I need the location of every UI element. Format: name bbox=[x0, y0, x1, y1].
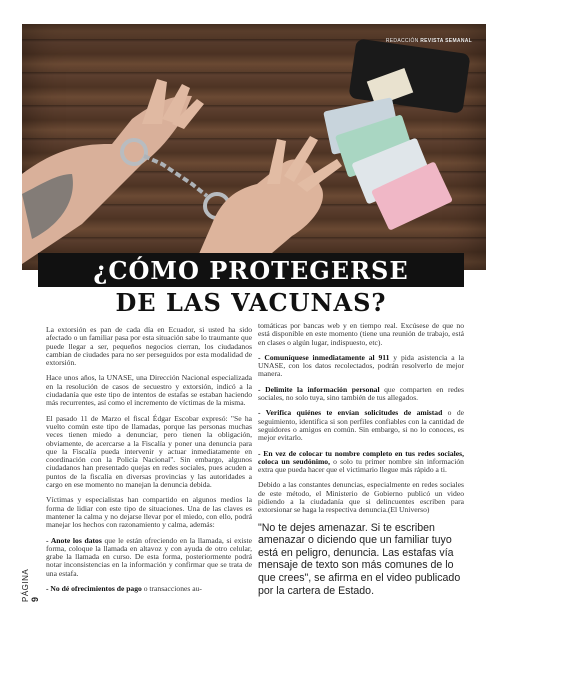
tip-item bbox=[46, 585, 252, 593]
tip-title: - Anote los datos bbox=[46, 535, 102, 545]
tip-item bbox=[258, 386, 464, 403]
headline-line1: ¿CÓMO PROTEGERSE bbox=[93, 256, 409, 285]
paragraph: El pasado 11 de Marzo el fiscal Édgar Escobar expresó: "Se ha vuelto común este tipo de llamadas, porque las personas muchas veces tienen miedo a denunciar, pero tienen la obligación, obviamente, de acercarse a la Fiscalía y poner una denuncia para que la Fiscalía pueda intervenir y actuar inmediatamente en coordinación con la Policía Nacional". Sin embargo, algunos ciudadanos han presentado quejas en redes sociales, pues acuden a puntos de la fiscalía en diversas provincias y las autoridades a cargo en ese momento no manejan la denuncia debida. bbox=[46, 413, 252, 490]
paragraph: tomáticas por bancas web y en tiempo real. Excúsese de que no está disponible en este momento (tiene una reunión de trabajo, está en clases o algún lugar, indispuesto, etc). bbox=[258, 321, 464, 347]
photo-credit bbox=[386, 38, 472, 44]
photo-illustration bbox=[22, 24, 486, 270]
tip-title: - Delimite la información personal bbox=[258, 384, 380, 394]
tip-item bbox=[258, 409, 464, 442]
tip-text: que le están ofreciendo en la llamada, si existe forma, coloque la llamada en altavoz y con ayuda de otro celular, grabe la llamada en curso. De esta forma, posteriormente podrá notar inconsistencias en la información y confirmar que se trata de una estafa. bbox=[46, 535, 252, 578]
tip-title: - Comuníquese inmediatamente al 911 bbox=[258, 352, 390, 362]
hero-photo bbox=[22, 24, 486, 270]
paragraph: Víctimas y especialistas han compartido en algunos medios la forma de lidiar con este tipo de situaciones. Una de las claves es mantener la calma y no dejarse llevar por el miedo, con ello, podrá manejar los hechos con razonamiento y calma, además: bbox=[46, 495, 252, 530]
tip-text: o transacciones au- bbox=[141, 584, 202, 594]
page-digit: 9 bbox=[30, 596, 40, 602]
tip-title: - En vez de colocar tu nombre completo en tus redes sociales, coloca un seudónimo, bbox=[258, 448, 464, 466]
tip-item bbox=[46, 537, 252, 578]
tip-item bbox=[258, 450, 464, 475]
article-column-1 bbox=[46, 326, 252, 600]
tip-text: o de seguimiento, identifica si son perfiles confiables con la cantidad de seguidores o amigos en común. Sin embargo, si no lo conoces, es mejor evitarlo. bbox=[258, 408, 464, 443]
left-arm bbox=[22, 96, 192, 264]
page-label: PÁGINA bbox=[21, 569, 30, 602]
wallet bbox=[348, 38, 470, 113]
cuff-chain bbox=[144, 156, 207, 196]
tip-title: - Verifica quiénes te envían solicitudes de amistad bbox=[258, 408, 443, 418]
article-column-2 bbox=[258, 322, 464, 604]
paragraph: Debido a las constantes denuncias, especialmente en redes sociales de este método, el Ministerio de Gobierno publicó un video pidiendo a la ciudadanía que si delincuentes escriben para extorsionar se haga la respectiva denuncia.(El Universo) bbox=[258, 480, 464, 515]
credit-prefix: REDACCIÓN bbox=[385, 38, 419, 44]
tip-text: y pida asistencia a la UNASE, con los datos recolectados, podrán resolverlo de mejor manera. bbox=[258, 352, 464, 379]
tip-text: o solo tu primer nombre sin información extra que pueda hacer que el victimario llegue más rápido a ti. bbox=[258, 456, 464, 475]
tip-title: - No dé ofrecimientos de pago bbox=[46, 584, 142, 594]
headline-line2: DE LAS VACUNAS? bbox=[115, 288, 387, 317]
pull-quote: "No te dejes amenazar. Si te escriben amenazar o diciendo que un familiar tuyo está en peligro, denuncia. Las estafas vía mensaje de texto son más comunes de lo que crees", se afirma en el video publicado por la cartera de Estado. bbox=[258, 521, 461, 597]
tip-text: que comparten en redes sociales, no solo tuya, sino también de tus allegados. bbox=[258, 384, 465, 403]
paragraph: Hace unos años, la UNASE, una Dirección Nacional especializada en la resolución de casos de secuestro y extorsión, indicó a la ciudadanía que este tipo de intentos de estafas se estaban haciendo más recurrentes, así como el incremento de víctimas de la misma. bbox=[46, 373, 252, 408]
page-number bbox=[21, 562, 40, 602]
paragraph: La extorsión es pan de cada día en Ecuador, si usted ha sido afectado o un familiar pasa por esta situación sabe lo traumante que puede llegar a ser, pequeños negocios cierran, los ciudadanos cambian de ciudades para no ser perseguidos por esta modalidad de extorsión. bbox=[46, 325, 252, 368]
tip-item bbox=[258, 354, 464, 379]
credit-name: REVISTA SEMANAL bbox=[420, 38, 472, 44]
